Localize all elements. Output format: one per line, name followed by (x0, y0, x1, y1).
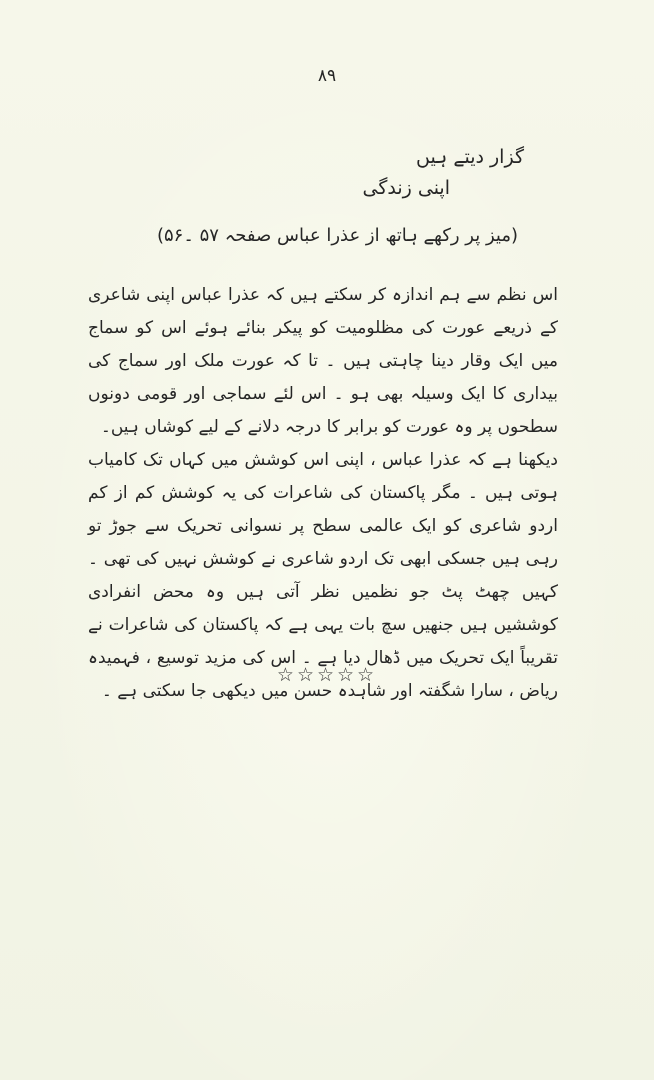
section-break-ornament: ☆☆☆☆☆ (276, 664, 378, 686)
verse-line-1: گزار دیتے ہیں (415, 146, 524, 168)
page-number: ۸۹ (317, 66, 337, 86)
paragraph-2: دیکھنا ہے کہ عذرا عباس ، اپنی اس کوشش میں کہاں تک کامیاب ہوتی ہیں ۔ مگر پاکستان کی شاعرات کی یہ کوشش کم از کم اردو شاعری کو ایک عالمی سطح پر نسوانی تحریک سے جوڑ تو رہی ہیں جسکی ابھی تک اردو شاعری نے کوشش نہیں کی تھی ۔ کہیں چھٹ پٹ جو نظمیں نظر آتی ہیں وہ محض انفرادی کوششیں ہیں جنھیں سچ بات یہی ہے کہ پاکستان کی شاعرات نے تقریباً ایک تحریک میں ڈھال دیا ہے ۔ اس کی مزید توسیع ، فہمیدہ ریاض ، سارا شگفتہ اور شاہدہ حسن میں دیکھی جا سکتی ہے ۔ (88, 450, 558, 701)
paragraph-1: اس نظم سے ہم اندازہ کر سکتے ہیں کہ عذرا عباس اپنی شاعری کے ذریعے عورت کی مظلومیت کو پیکر بنائے ہوئے اس کو سماج میں ایک وقار دینا چاہتی ہیں ۔ تا کہ عورت ملک اور سماج کی بیداری کا ایک وسیلہ بھی ہو ۔ اس لئے سماجی اور قومی دونوں سطحوں پر وہ عورت کو برابر کا درجہ دلانے کے لیے کوشاں ہیں۔ (88, 285, 558, 437)
verse-line-2: اپنی زندگی (362, 177, 450, 199)
poem-citation: (میز پر رکھے ہاتھ از عذرا عباس صفحہ ۵۷ ۔۵۶) (156, 225, 518, 246)
